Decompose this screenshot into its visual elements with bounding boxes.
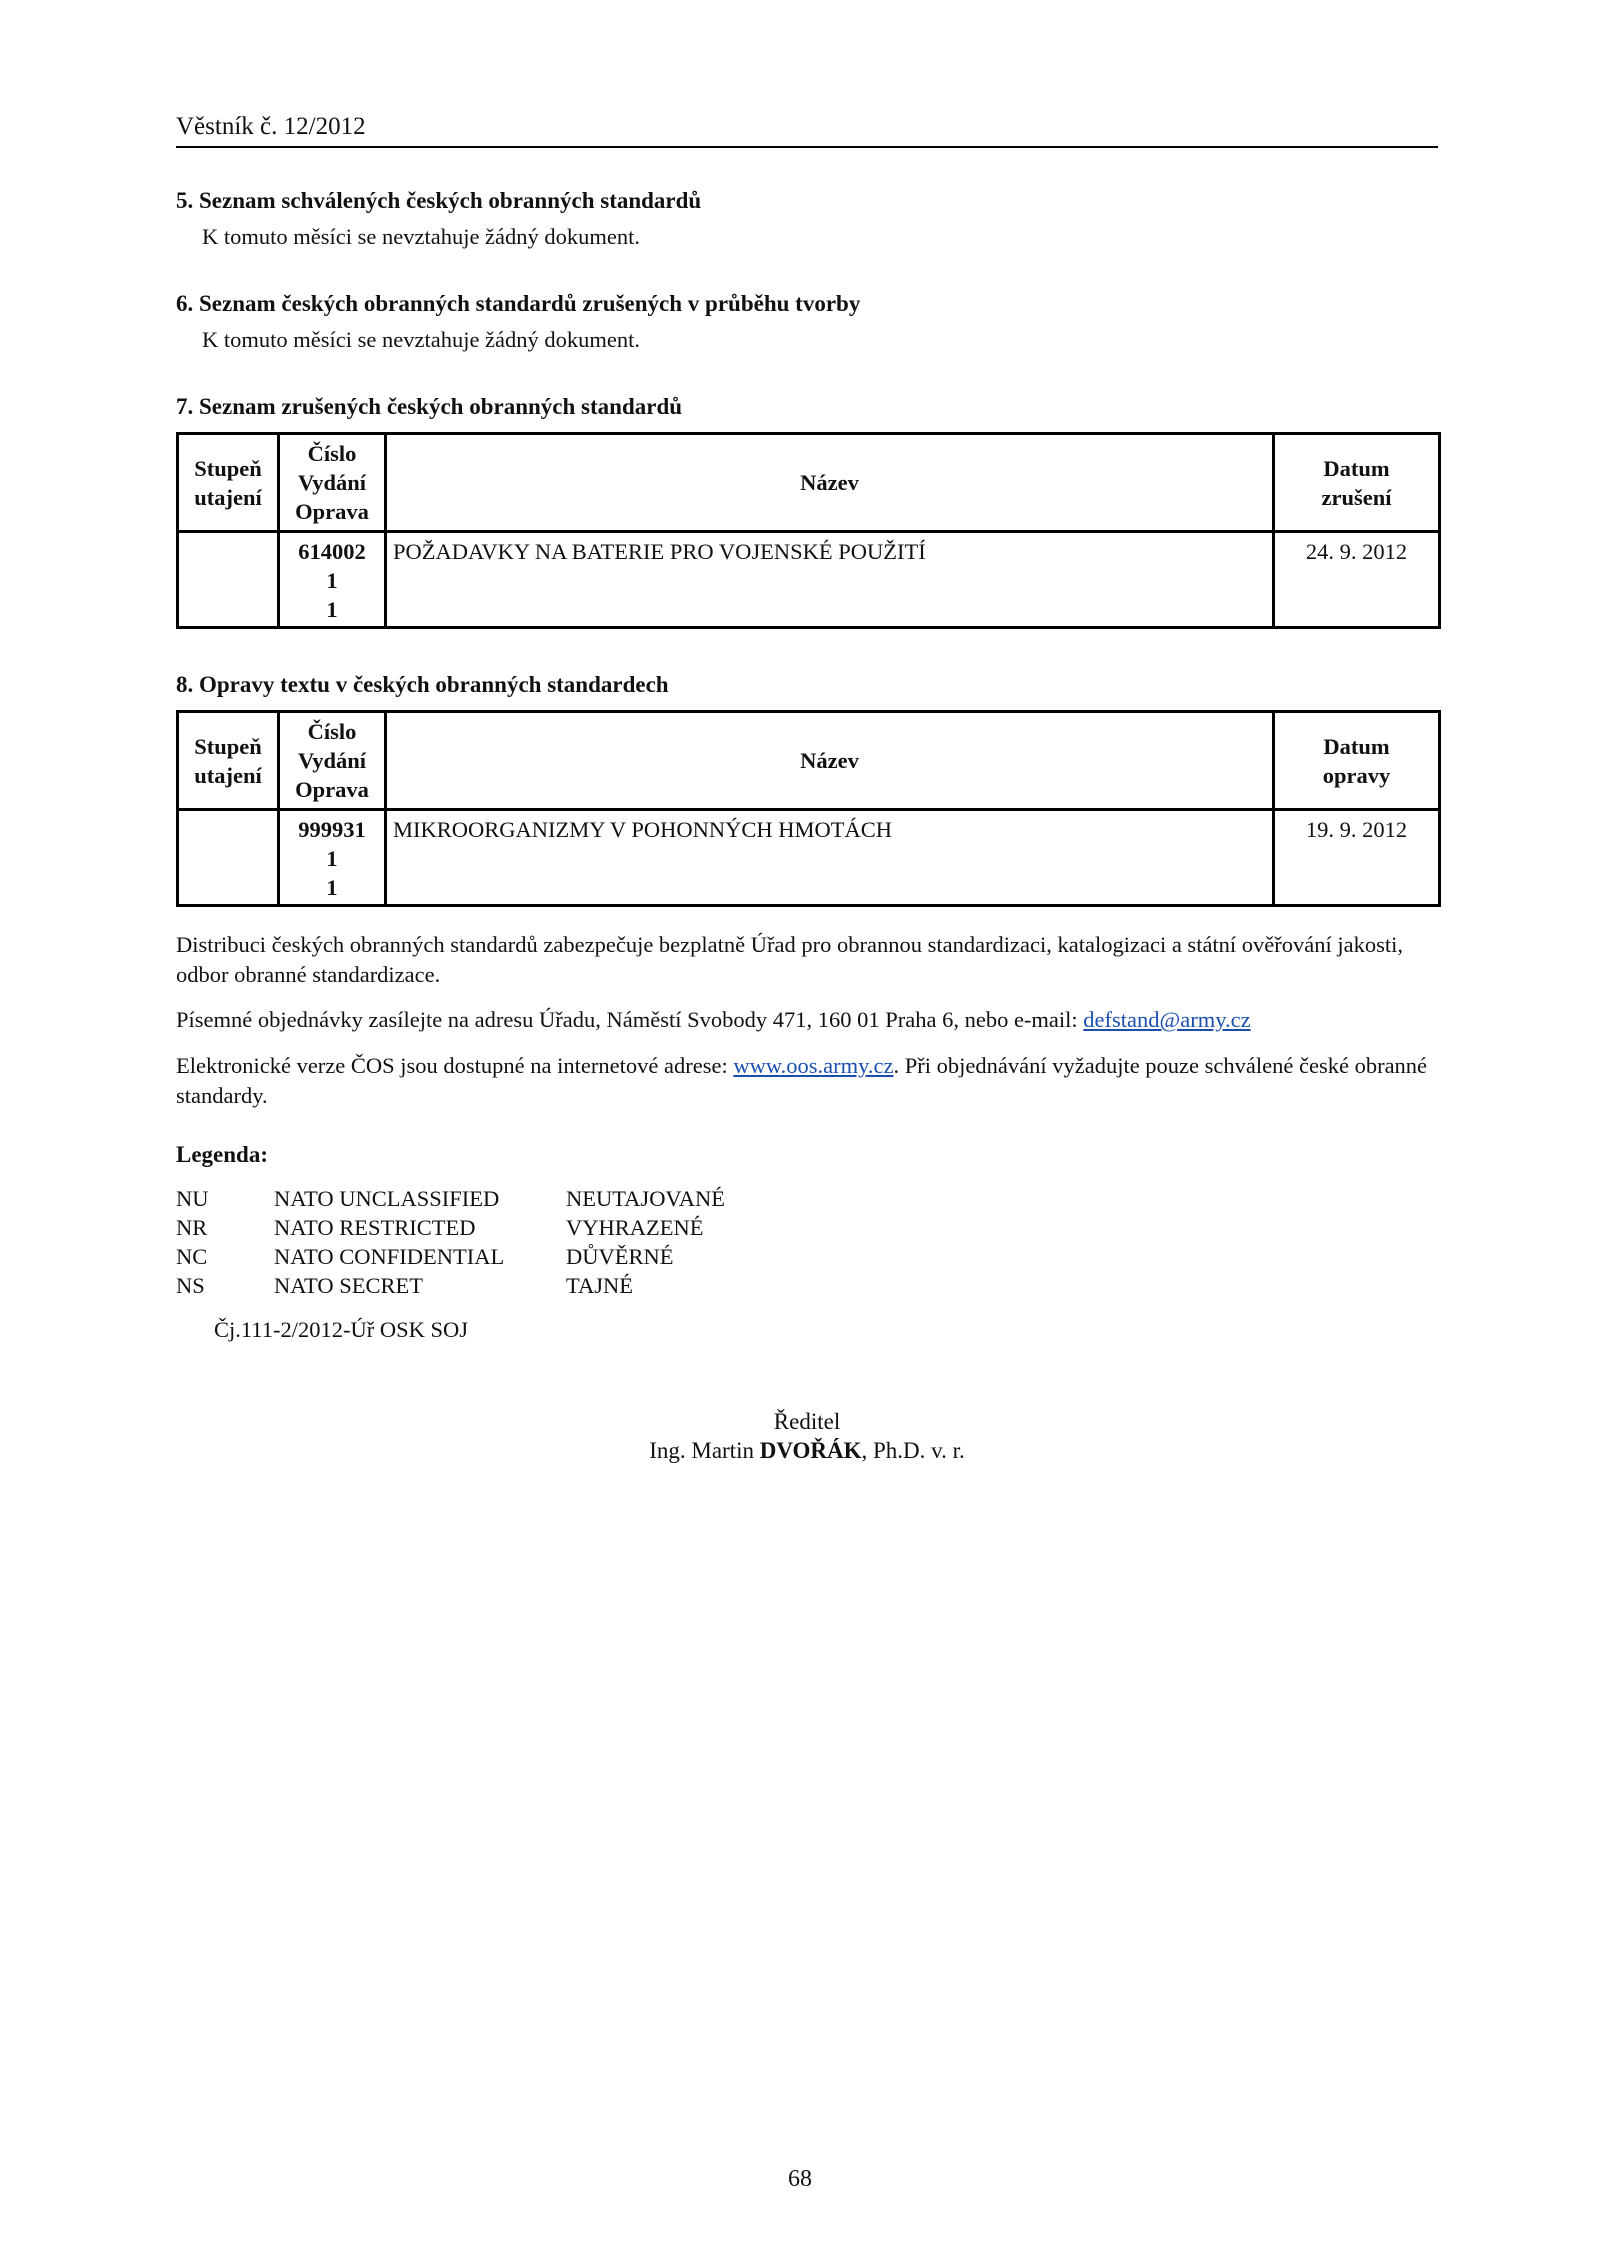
section-6-text: K tomuto měsíci se nevztahuje žádný dokument. xyxy=(202,327,641,352)
legend-nato: NATO UNCLASSIFIED xyxy=(274,1186,500,1211)
section-6-heading: 6. Seznam českých obranných standardů zrušených v průběhu tvorby xyxy=(176,291,861,316)
corrections-table xyxy=(176,710,1441,907)
table-row xyxy=(178,810,1440,906)
col-header-stupen: Stupeň utajení xyxy=(178,712,279,810)
order-paragraph xyxy=(176,1005,1438,1035)
distribution-paragraph: Distribuci českých obranných standardů zabezpečuje bezplatně Úřad pro obrannou standardizaci, katalogizaci a státní ověřování jakosti, odbor obranné standardizace. xyxy=(176,932,1404,987)
table-header-row xyxy=(178,712,1440,810)
col-header-stupen: Stupeň utajení xyxy=(178,434,279,532)
section-5-text: K tomuto měsíci se nevztahuje žádný dokument. xyxy=(202,224,641,249)
cancelled-standards-table xyxy=(176,432,1441,629)
website-link[interactable]: www.oos.army.cz xyxy=(733,1053,894,1078)
order-text: Písemné objednávky zasílejte na adresu Úřadu, Náměstí Svobody 471, 160 01 Praha 6, nebo e-mail: xyxy=(176,1007,1084,1032)
cell-datum: 24. 9. 2012 xyxy=(1274,532,1440,628)
col-header-cislo: Číslo Vydání Oprava xyxy=(279,434,386,532)
cell-nazev: POŽADAVKY NA BATERIE PRO VOJENSKÉ POUŽITÍ xyxy=(386,532,1274,628)
legend-code: NC xyxy=(176,1244,208,1269)
electronic-text-b: . Při objednávání vyžadujte pouze schválené české obranné standardy. xyxy=(176,1053,1428,1108)
legend-code: NU xyxy=(176,1186,209,1211)
section-7-heading: 7. Seznam zrušených českých obranných standardů xyxy=(176,394,683,419)
cell-cislo: 999931 1 1 xyxy=(279,810,386,906)
legend-nato: NATO CONFIDENTIAL xyxy=(274,1244,505,1269)
table-row xyxy=(178,532,1440,628)
legend-cz: DŮVĚRNÉ xyxy=(566,1244,674,1269)
legend-cz: NEUTAJOVANÉ xyxy=(566,1186,726,1211)
col-header-datum: Datum opravy xyxy=(1274,712,1440,810)
signature-surname: DVOŘÁK xyxy=(759,1438,862,1463)
signature-role: Ředitel xyxy=(773,1409,841,1434)
section-5-heading: 5. Seznam schválených českých obranných standardů xyxy=(176,188,702,213)
cell-stupen xyxy=(178,532,279,628)
electronic-text-a: Elektronické verze ČOS jsou dostupné na internetové adrese: xyxy=(176,1053,734,1078)
table-header-row xyxy=(178,434,1440,532)
signature-name: Ing. Martin DVOŘÁK, Ph.D. v. r. xyxy=(649,1438,965,1463)
cell-stupen xyxy=(178,810,279,906)
page-header: Věstník č. 12/2012 xyxy=(176,112,1438,148)
col-header-nazev: Název xyxy=(386,434,1274,532)
legend-code: NR xyxy=(176,1215,208,1240)
col-header-cislo: Číslo Vydání Oprava xyxy=(279,712,386,810)
section-8-heading: 8. Opravy textu v českých obranných standardech xyxy=(176,672,669,697)
legend-title: Legenda: xyxy=(176,1142,268,1167)
legend-nato: NATO SECRET xyxy=(274,1273,423,1298)
col-header-datum: Datum zrušení xyxy=(1274,434,1440,532)
cell-datum: 19. 9. 2012 xyxy=(1274,810,1440,906)
col-header-nazev: Název xyxy=(386,712,1274,810)
page-number: 68 xyxy=(788,2166,812,2192)
reference-number: Čj.111-2/2012-Úř OSK SOJ xyxy=(214,1317,468,1342)
email-link[interactable]: defstand@army.cz xyxy=(1083,1007,1251,1032)
legend-nato: NATO RESTRICTED xyxy=(274,1215,476,1240)
cell-nazev: MIKROORGANIZMY V POHONNÝCH HMOTÁCH xyxy=(386,810,1274,906)
legend-code: NS xyxy=(176,1273,205,1298)
cell-cislo: 614002 1 1 xyxy=(279,532,386,628)
legend-cz: VYHRAZENÉ xyxy=(566,1215,704,1240)
electronic-paragraph xyxy=(176,1051,1438,1111)
legend-cz: TAJNÉ xyxy=(566,1273,633,1298)
